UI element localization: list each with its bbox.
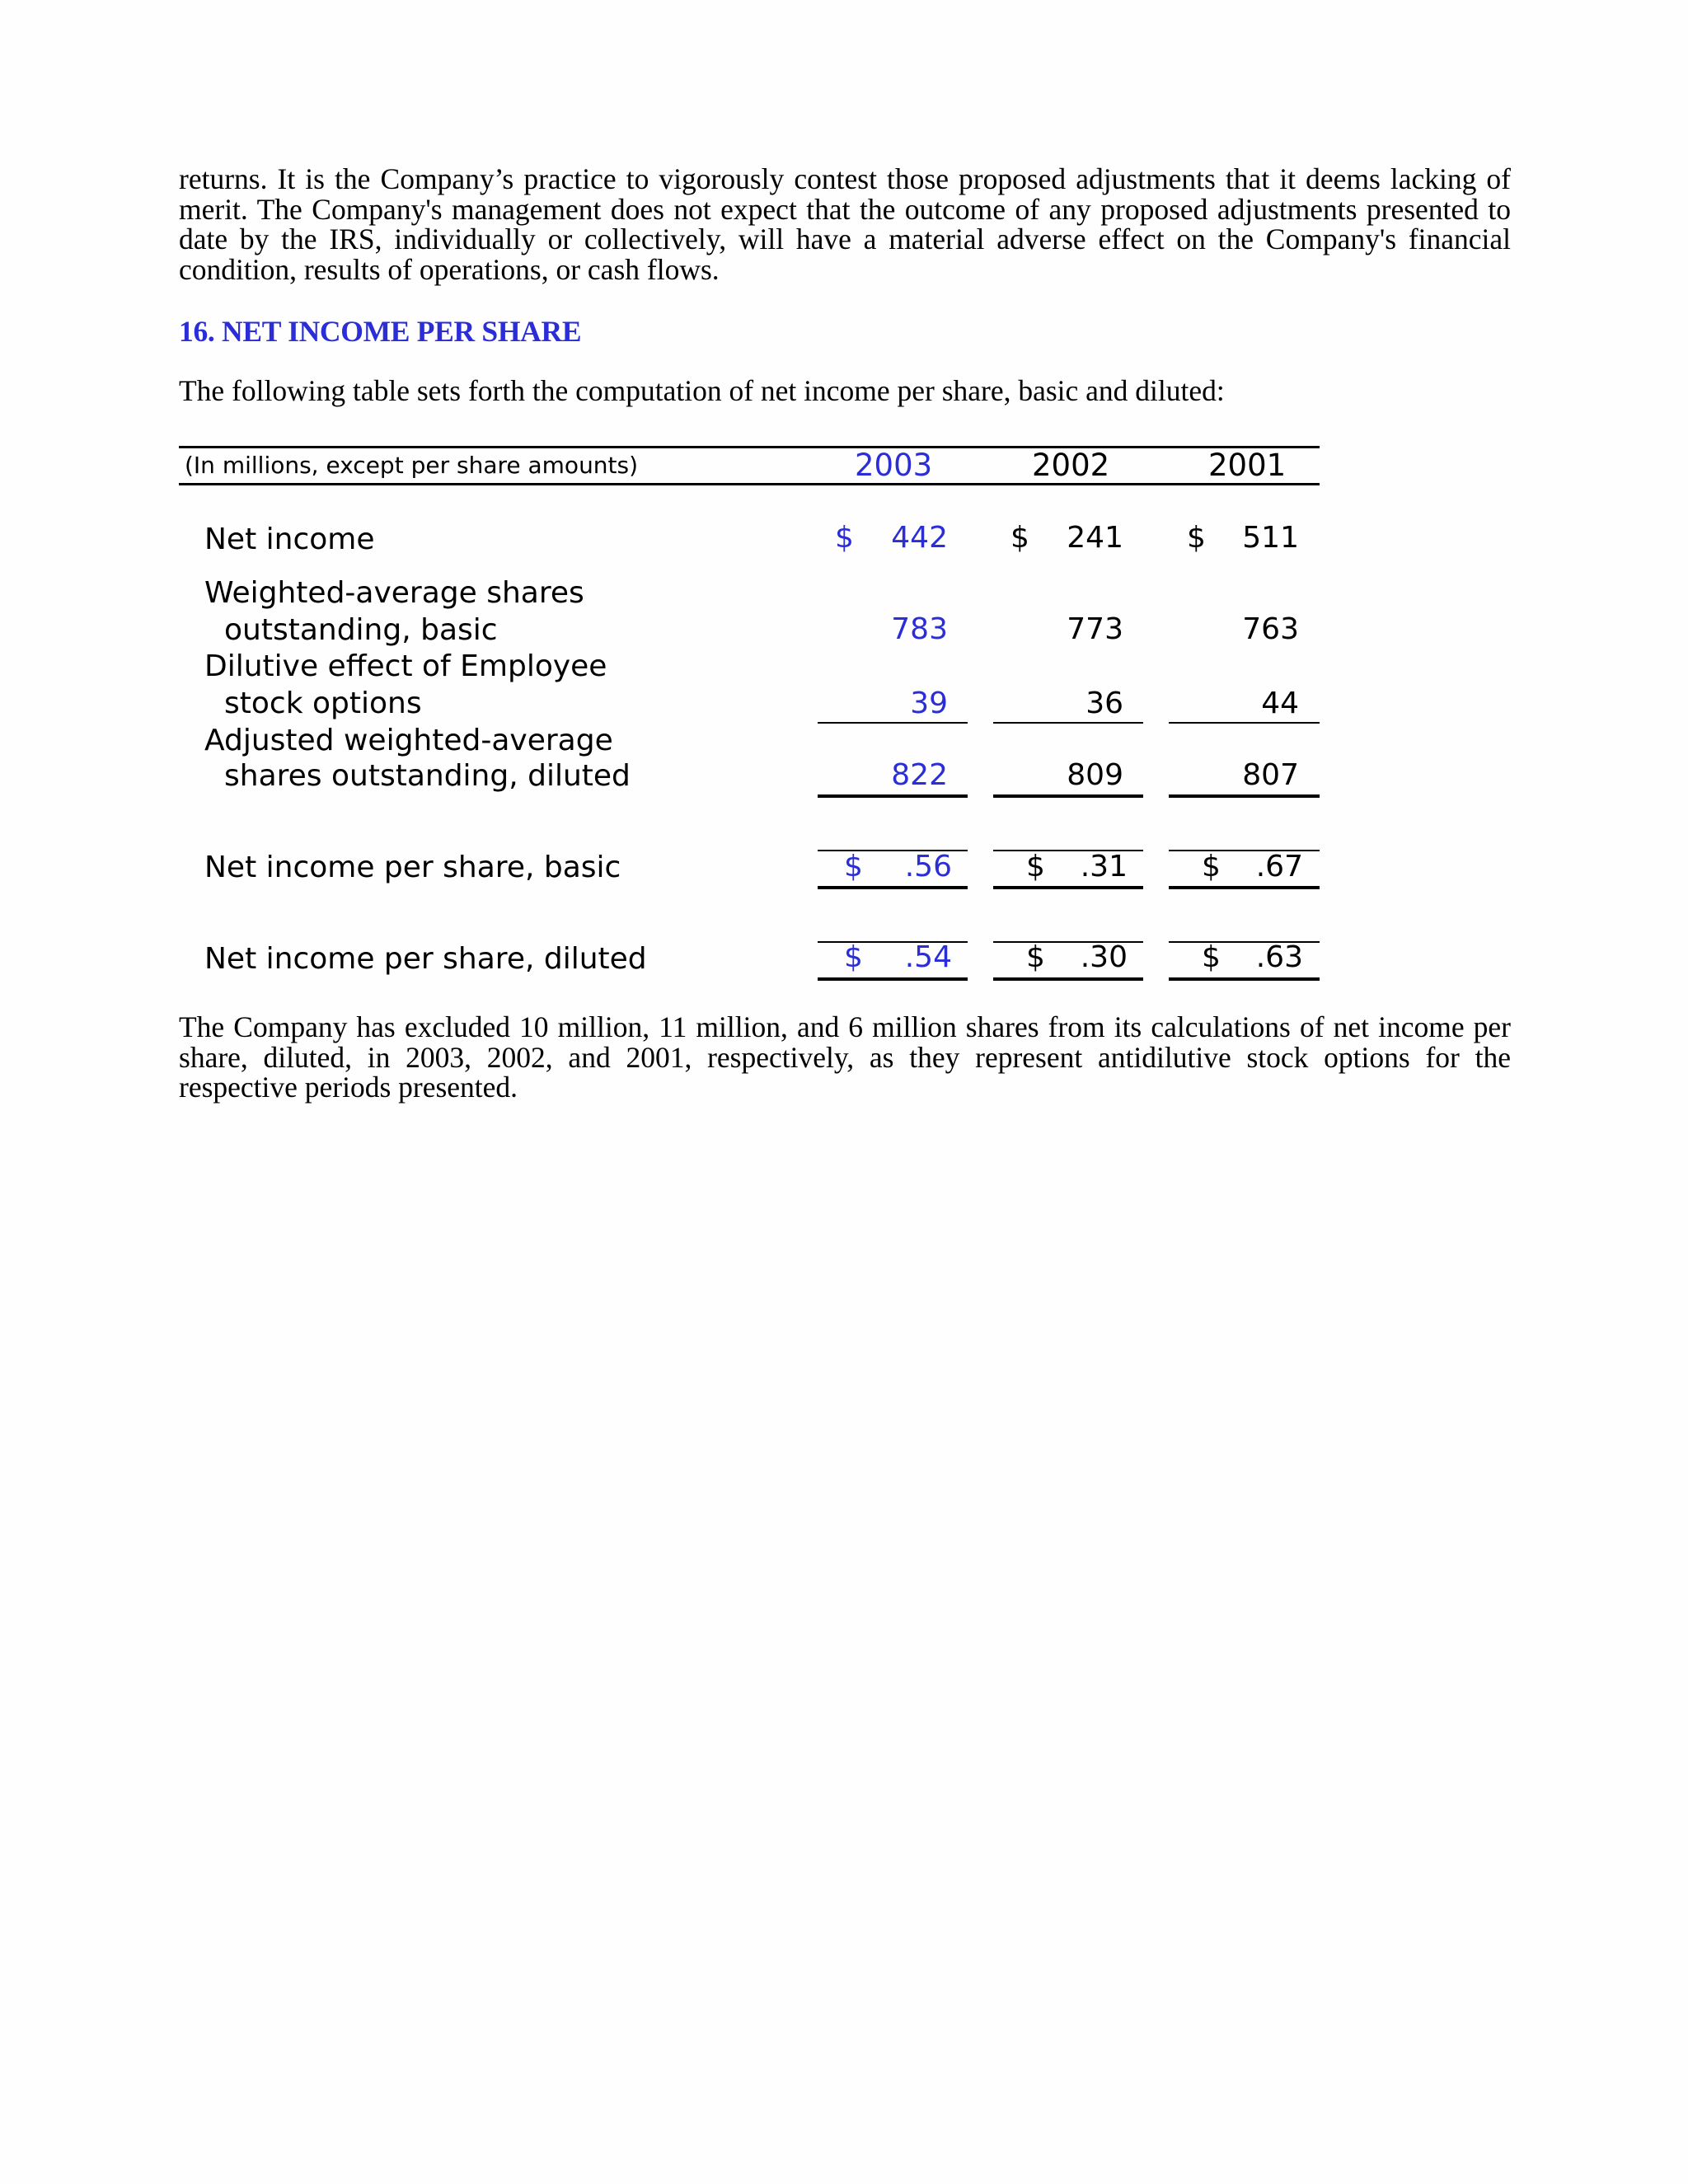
- currency-symbol: $: [844, 940, 863, 974]
- eps-basic-bottom-rule-2003: [818, 886, 968, 889]
- table-top-rule: [179, 446, 1320, 448]
- currency-symbol: $: [1026, 940, 1045, 974]
- cell-2002: .31: [1080, 850, 1128, 883]
- cell-2001: 44: [1261, 687, 1299, 720]
- cell-2002: 773: [1067, 612, 1123, 646]
- cell-2002: 241: [1067, 521, 1123, 555]
- eps-diluted-bottom-rule-2001: [1169, 977, 1320, 981]
- cell-2002: 809: [1067, 758, 1123, 792]
- eps-diluted-bottom-rule-2002: [993, 977, 1143, 981]
- cell-2001: 763: [1242, 612, 1299, 646]
- cell-2001: .63: [1255, 940, 1303, 974]
- total-rule-2002: [993, 794, 1143, 798]
- currency-symbol: $: [1187, 521, 1206, 555]
- paragraph-antidilutive-note: The Company has excluded 10 million, 11 million, and 6 million shares from its calculations of net income per share, diluted, in 2003, 2002, and 2001, respectively, as they represent antidilutive stock options for the respective periods presented.: [179, 1010, 1511, 1104]
- cell-2003: 822: [891, 758, 948, 792]
- row-label-continued: stock options: [224, 687, 422, 720]
- cell-2003: 39: [910, 687, 948, 720]
- section-heading: 16. NET INCOME PER SHARE: [179, 315, 582, 348]
- currency-symbol: $: [1202, 850, 1221, 883]
- table-header-rule: [179, 483, 1320, 485]
- cell-2003: .56: [904, 850, 952, 883]
- row-label: Net income: [204, 523, 375, 556]
- currency-symbol: $: [1202, 940, 1221, 974]
- row-label-continued: shares outstanding, diluted: [224, 759, 631, 793]
- cell-2003: .54: [904, 940, 952, 974]
- cell-2003: 442: [891, 521, 948, 555]
- subtotal-rule-2001: [1169, 722, 1320, 724]
- paragraph-tax-contest: returns. It is the Company’s practice to vigorously contest those proposed adjustments that it deems lacking of merit. The Company's management does not expect that the outcome of any proposed adjustments presented to date by the IRS, individually or collectively, will have a material adverse effect on the Company's financial condition, results of operations, or cash flows.: [179, 162, 1511, 286]
- table-unit-note: (In millions, except per share amounts): [185, 452, 639, 479]
- subtotal-rule-2002: [993, 722, 1143, 724]
- cell-2002: .30: [1080, 940, 1128, 974]
- row-label: Net income per share, basic: [204, 851, 621, 884]
- subtotal-rule-2003: [818, 722, 968, 724]
- currency-symbol: $: [1026, 850, 1045, 883]
- row-label: Net income per share, diluted: [204, 942, 647, 976]
- row-label: Dilutive effect of Employee: [204, 649, 607, 683]
- cell-2001: 511: [1242, 521, 1299, 555]
- column-header-2001: 2001: [1208, 448, 1287, 483]
- currency-symbol: $: [1010, 521, 1029, 555]
- row-label: Weighted-average shares: [204, 576, 584, 610]
- cell-2001: 807: [1242, 758, 1299, 792]
- currency-symbol: $: [844, 850, 863, 883]
- eps-basic-bottom-rule-2001: [1169, 886, 1320, 889]
- eps-basic-bottom-rule-2002: [993, 886, 1143, 889]
- column-header-2003: 2003: [855, 448, 933, 483]
- column-header-2002: 2002: [1032, 448, 1110, 483]
- total-rule-2001: [1169, 794, 1320, 798]
- row-label-continued: outstanding, basic: [224, 613, 498, 647]
- cell-2001: .67: [1255, 850, 1303, 883]
- eps-diluted-bottom-rule-2003: [818, 977, 968, 981]
- paragraph-table-intro: The following table sets forth the computation of net income per share, basic and diluted:: [179, 374, 1225, 407]
- row-label: Adjusted weighted-average: [204, 724, 613, 757]
- cell-2003: 783: [891, 612, 948, 646]
- cell-2002: 36: [1085, 687, 1123, 720]
- currency-symbol: $: [835, 521, 854, 555]
- total-rule-2003: [818, 794, 968, 798]
